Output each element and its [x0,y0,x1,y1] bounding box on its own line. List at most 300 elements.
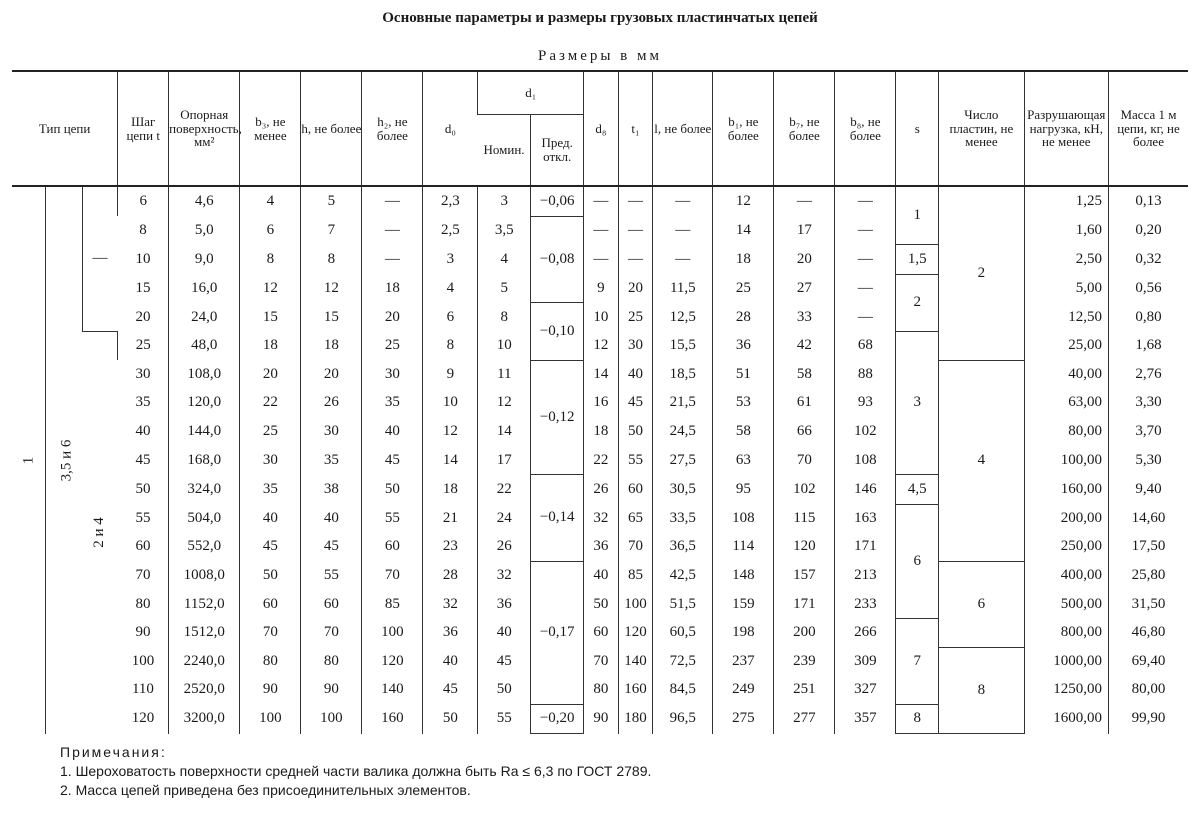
cell-area: 120,0 [169,389,240,418]
cell-mass: 46,80 [1108,618,1188,647]
cell-b8: 309 [835,647,896,676]
cell-d8: 22 [584,446,619,475]
header-b8: b₈, не более [835,71,896,186]
cell-h2: 30 [362,360,423,389]
cell-b7: 157 [774,561,835,590]
cell-mass: 99,90 [1108,704,1188,734]
cell-b1: 249 [713,676,774,705]
cell-load: 500,00 [1024,590,1108,619]
cell-mass: 1,68 [1108,331,1188,360]
cell-d0: 6 [423,303,478,332]
cell-mass: 31,50 [1108,590,1188,619]
cell-b7: 115 [774,504,835,533]
cell-t1: 20 [618,274,653,303]
cell-b8: 357 [835,704,896,734]
cell-plates: 8 [939,647,1024,734]
header-h2: h₂, не более [362,71,423,186]
cell-h: 60 [301,590,362,619]
cell-d1: 22 [478,474,531,504]
cell-b1: 237 [713,647,774,676]
cell-l: 15,5 [653,331,713,360]
cell-b7: 61 [774,389,835,418]
cell-b7: 17 [774,216,835,245]
cell-area: 1512,0 [169,618,240,647]
cell-b3: 15 [240,303,301,332]
cell-load: 2,50 [1024,245,1108,275]
cell-t1: — [618,216,653,245]
cell-d1: 26 [478,533,531,562]
cell-b7: 42 [774,331,835,360]
cell-h2: 25 [362,331,423,360]
cell-d8: 70 [584,647,619,676]
cell-t: 90 [135,624,151,641]
cell-b7: 102 [774,474,835,504]
cell-plates: 2 [939,186,1024,360]
cell-b7: 70 [774,446,835,475]
header-l: l, не более [653,71,713,186]
cell-mass: 0,56 [1108,274,1188,303]
cell-d1: 36 [478,590,531,619]
cell-load: 1,60 [1024,216,1108,245]
cell-b7: 58 [774,360,835,389]
cell-h2: 18 [362,274,423,303]
cell-d1-deviation: −0,14 [531,474,584,561]
cell-b7: 277 [774,704,835,734]
cell-d1-deviation: −0,10 [531,303,584,360]
cell-mass: 25,80 [1108,561,1188,590]
header-d8: d₈ [584,71,619,186]
cell-h2: 140 [362,676,423,705]
cell-t: 110 [131,681,154,698]
cell-l: 84,5 [653,676,713,705]
chain-variant-b-label: 2 и 4 [91,517,108,549]
cell-d8: 50 [584,590,619,619]
cell-d8: 18 [584,417,619,446]
cell-load: 200,00 [1024,504,1108,533]
cell-d1-deviation: −0,12 [531,360,584,474]
cell-t1: 120 [618,618,653,647]
header-area: Опорная поверхность, мм² [169,71,240,186]
cell-area: 5,0 [169,216,240,245]
cell-s: 7 [896,618,939,704]
cell-b8: 171 [835,533,896,562]
header-type: Тип цепи [38,120,91,136]
cell-mass: 69,40 [1108,647,1188,676]
cell-l: — [653,186,713,216]
header-b7: b₇, не более [774,71,835,186]
cell-l: 30,5 [653,474,713,504]
cell-l: 42,5 [653,561,713,590]
cell-mass: 5,30 [1108,446,1188,475]
cell-mass: 17,50 [1108,533,1188,562]
cell-h: 100 [301,704,362,734]
header-b1: b₁, не более [713,71,774,186]
cell-d1-deviation: −0,17 [531,561,584,704]
cell-d8: 16 [584,389,619,418]
cell-h2: — [362,245,423,275]
cell-d1-deviation: −0,20 [531,704,584,734]
cell-d8: — [584,245,619,275]
chain-type-label: 1 [20,456,37,465]
header-d0: d₀ [423,71,478,186]
cell-b8: — [835,274,896,303]
cell-load: 1250,00 [1024,676,1108,705]
cell-area: 16,0 [169,274,240,303]
cell-h2: 60 [362,533,423,562]
cell-d8: 26 [584,474,619,504]
cell-b8: — [835,186,896,216]
cell-b1: 108 [713,504,774,533]
cell-d8: — [584,186,619,216]
note-item: 1. Шероховатость поверхности средней части валика должна быть Ra ≤ 6,3 по ГОСТ 2789. [60,763,652,779]
cell-d0: 28 [423,561,478,590]
cell-b3: 40 [240,504,301,533]
cell-b7: 200 [774,618,835,647]
cell-d1: 40 [478,618,531,647]
cell-t1: 100 [618,590,653,619]
table-row [12,561,1188,590]
cell-t1: 60 [618,474,653,504]
cell-d1: 11 [478,360,531,389]
cell-d1: 50 [478,676,531,705]
cell-h2: 35 [362,389,423,418]
cell-d0: 12 [423,417,478,446]
cell-d0: 4 [423,274,478,303]
cell-mass: 0,20 [1108,216,1188,245]
cell-d0: 18 [423,474,478,504]
cell-mass: 3,70 [1108,417,1188,446]
cell-t1: 45 [618,389,653,418]
cell-area: 168,0 [169,446,240,475]
cell-t: 120 [131,710,155,727]
cell-area: 552,0 [169,533,240,562]
cell-b8: 266 [835,618,896,647]
cell-t: 45 [135,451,151,468]
cell-b8: 146 [835,474,896,504]
cell-b7: 251 [774,676,835,705]
units-caption: Размеры в мм [537,48,662,64]
chain-type-cell [12,186,46,734]
cell-l: 36,5 [653,533,713,562]
cell-l: 27,5 [653,446,713,475]
cell-area: 48,0 [169,331,240,360]
cell-t1: 50 [618,417,653,446]
cell-l: 51,5 [653,590,713,619]
header-s: s [896,71,939,186]
cell-b1: 28 [713,303,774,332]
cell-load: 400,00 [1024,561,1108,590]
cell-t1: 140 [618,647,653,676]
cell-area: 144,0 [169,417,240,446]
cell-b8: — [835,216,896,245]
cell-d8: — [584,216,619,245]
cell-d8: 60 [584,618,619,647]
cell-h2: 45 [362,446,423,475]
cell-b1: 63 [713,446,774,475]
cell-h2: 20 [362,303,423,332]
cell-d0: 2,5 [423,216,478,245]
cell-l: 24,5 [653,417,713,446]
cell-d8: 40 [584,561,619,590]
table-row [12,186,1188,216]
cell-d8: 36 [584,533,619,562]
cell-plates: 6 [939,561,1024,647]
header-d1: d₁ [478,71,584,115]
cell-t1: 65 [618,504,653,533]
cell-b7: 66 [774,417,835,446]
cell-d1: 10 [478,331,531,360]
cell-d1: 32 [478,561,531,590]
cell-d0: 23 [423,533,478,562]
table-row [12,360,1188,389]
cell-d0: 14 [423,446,478,475]
cell-h2: 100 [362,618,423,647]
cell-h2: 85 [362,590,423,619]
cell-b1: 58 [713,417,774,446]
cell-h: 20 [301,360,362,389]
cell-b7: 239 [774,647,835,676]
cell-s: 1,5 [896,245,939,275]
header-plates: Число пластин, не менее [939,71,1024,186]
cell-t: 55 [135,509,151,526]
cell-mass: 0,13 [1108,186,1188,216]
cell-b3: 25 [240,417,301,446]
cell-b3: 6 [240,216,301,245]
cell-d0: 3 [423,245,478,275]
cell-b1: 275 [713,704,774,734]
cell-h: 55 [301,561,362,590]
table-body [12,186,1188,734]
cell-d0: 32 [423,590,478,619]
cell-b8: 88 [835,360,896,389]
cell-h: 35 [301,446,362,475]
cell-h2: — [362,216,423,245]
cell-t: 8 [139,221,147,238]
cell-h2: 70 [362,561,423,590]
cell-b3: 35 [240,474,301,504]
cell-d0: 50 [423,704,478,734]
cell-b7: 27 [774,274,835,303]
cell-b1: 36 [713,331,774,360]
cell-b8: 233 [835,590,896,619]
cell-d1: 17 [478,446,531,475]
cell-l: 12,5 [653,303,713,332]
cell-b1: 95 [713,474,774,504]
cell-d8: 80 [584,676,619,705]
header-d1-deviation: Пред. откл. [531,115,584,187]
cell-b1: 198 [713,618,774,647]
cell-d0: 45 [423,676,478,705]
cell-d0: 36 [423,618,478,647]
cell-b1: 25 [713,274,774,303]
cell-b8: 327 [835,676,896,705]
cell-d0: 10 [423,389,478,418]
cell-b7: — [774,186,835,216]
cell-h: 40 [301,504,362,533]
cell-b3: 90 [240,676,301,705]
cell-b3: 70 [240,618,301,647]
cell-h: 45 [301,533,362,562]
cell-load: 100,00 [1024,446,1108,475]
cell-h: 80 [301,647,362,676]
cell-t: 25 [118,331,169,360]
cell-area: 2520,0 [169,676,240,705]
cell-b7: 171 [774,590,835,619]
cell-b3: 20 [240,360,301,389]
cell-b8: 108 [835,446,896,475]
cell-t: 30 [135,365,151,382]
cell-load: 1600,00 [1024,704,1108,734]
cell-b3: 80 [240,647,301,676]
cell-h: 8 [301,245,362,275]
cell-b3: 18 [240,331,301,360]
cell-area: 2240,0 [169,647,240,676]
cell-l: 72,5 [653,647,713,676]
header-d1-nominal: Номин. [483,142,525,158]
cell-b8: 213 [835,561,896,590]
cell-b8: — [835,303,896,332]
cell-b1: 12 [713,186,774,216]
cell-t1: 40 [618,360,653,389]
cell-l: 18,5 [653,360,713,389]
cell-load: 40,00 [1024,360,1108,389]
cell-h: 26 [301,389,362,418]
cell-t: 80 [135,595,151,612]
cell-b3: 22 [240,389,301,418]
cell-t: 10 [135,250,151,267]
cell-d1: 3,5 [478,216,531,245]
cell-d1: 8 [478,303,531,332]
table-title: Основные параметры и размеры грузовых пластинчатых цепей [382,10,818,26]
header-h: h, не более [301,71,362,186]
cell-area: 504,0 [169,504,240,533]
cell-d1: 55 [478,704,531,734]
cell-mass: 0,80 [1108,303,1188,332]
header-load: Разрушающая нагрузка, кН, не менее [1024,71,1108,186]
cell-b3: 100 [240,704,301,734]
cell-area: 324,0 [169,474,240,504]
cell-h2: 55 [362,504,423,533]
cell-t1: 160 [618,676,653,705]
cell-b3: 50 [240,561,301,590]
cell-h2: 50 [362,474,423,504]
cell-d1: 5 [478,274,531,303]
cell-t: 15 [135,280,151,297]
cell-b3: 4 [240,186,301,216]
chain-subtype-cell [46,186,83,734]
cell-b8: — [835,245,896,275]
note-item: 2. Масса цепей приведена без присоединительных элементов. [60,782,471,798]
cell-b3: 60 [240,590,301,619]
cell-t1: — [618,186,653,216]
cell-d1: 14 [478,417,531,446]
cell-d0: 8 [423,331,478,360]
cell-t: 20 [135,308,151,325]
cell-d8: 32 [584,504,619,533]
cell-h: 7 [301,216,362,245]
cell-t: 50 [135,480,151,497]
header-b3: b₃, не менее [240,71,301,186]
cell-b3: 8 [240,245,301,275]
header-mass: Масса 1 м цепи, кг, не более [1108,71,1188,186]
cell-b1: 18 [713,245,774,275]
cell-mass: 2,76 [1108,360,1188,389]
cell-b3: 12 [240,274,301,303]
cell-t: 40 [135,423,151,440]
cell-load: 1000,00 [1024,647,1108,676]
cell-d1: 12 [478,389,531,418]
cell-mass: 0,32 [1108,245,1188,275]
cell-l: 11,5 [653,274,713,303]
cell-b1: 51 [713,360,774,389]
chain-subtype-label: 3,5 и 6 [58,439,75,482]
chain-parameters-table [12,70,1188,734]
cell-area: 4,6 [169,186,240,216]
cell-area: 108,0 [169,360,240,389]
cell-b8: 102 [835,417,896,446]
cell-load: 12,50 [1024,303,1108,332]
cell-mass: 80,00 [1108,676,1188,705]
cell-h2: 160 [362,704,423,734]
cell-load: 250,00 [1024,533,1108,562]
cell-h: 70 [301,618,362,647]
cell-t: 70 [135,567,151,584]
cell-b3: 30 [240,446,301,475]
cell-t: 6 [118,186,169,216]
cell-area: 3200,0 [169,704,240,734]
cell-b1: 159 [713,590,774,619]
cell-d8: 10 [584,303,619,332]
notes-heading: Примечания: [60,744,167,760]
cell-b7: 20 [774,245,835,275]
cell-l: 21,5 [653,389,713,418]
cell-d0: 21 [423,504,478,533]
chain-variant-a-cell: — [82,186,118,331]
cell-d8: 14 [584,360,619,389]
cell-d1: 4 [478,245,531,275]
cell-d0: 40 [423,647,478,676]
cell-t: 35 [135,394,151,411]
cell-t: 60 [135,538,151,555]
cell-d0: 2,3 [423,186,478,216]
header-pitch: Шаг цепи t [118,71,169,186]
cell-d1: 45 [478,647,531,676]
cell-h: 15 [301,303,362,332]
cell-mass: 3,30 [1108,389,1188,418]
table-row [12,647,1188,676]
cell-d8: 12 [584,331,619,360]
cell-b1: 53 [713,389,774,418]
cell-t1: 30 [618,331,653,360]
header-t1: t₁ [618,71,653,186]
cell-area: 24,0 [169,303,240,332]
cell-h2: 120 [362,647,423,676]
cell-load: 25,00 [1024,331,1108,360]
cell-load: 63,00 [1024,389,1108,418]
cell-d0: 9 [423,360,478,389]
cell-d8: 90 [584,704,619,734]
cell-d1: 3 [478,186,531,216]
cell-b7: 33 [774,303,835,332]
cell-h: 18 [301,331,362,360]
cell-t1: 85 [618,561,653,590]
cell-s: 8 [896,704,939,734]
cell-l: 33,5 [653,504,713,533]
cell-mass: 9,40 [1108,474,1188,504]
cell-h2: — [362,186,423,216]
cell-load: 5,00 [1024,274,1108,303]
cell-l: 96,5 [653,704,713,734]
